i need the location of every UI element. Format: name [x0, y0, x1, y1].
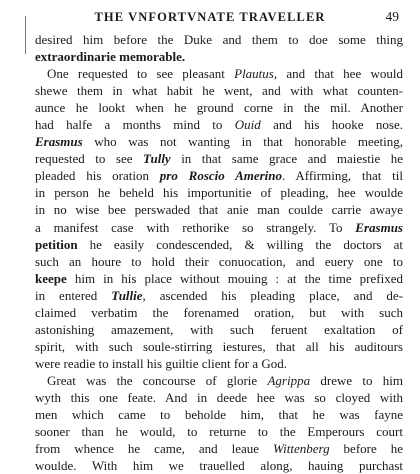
text-segment: pro Roscio Amerino	[159, 168, 283, 184]
text-line	[35, 99, 403, 116]
text-line	[35, 48, 403, 65]
text-segment: in no wise bee perswaded that anie man coulde carrie awaye	[35, 202, 403, 218]
page-number: 49	[385, 9, 399, 24]
text-segment: drewe to him	[310, 372, 404, 388]
text-segment: desired him before the Duke and them to doe some thing	[35, 32, 403, 47]
text-segment: and his hooke nose.	[260, 117, 403, 133]
text-line	[35, 31, 403, 48]
text-segment: astonishing amazement, with such feruent exaltation of	[35, 321, 403, 337]
text-segment: aunce he lookt when he ground corne in the mil. Another	[35, 100, 403, 116]
text-segment: Tully	[143, 151, 171, 167]
text-line	[35, 287, 403, 304]
text-segment: from whence he came, and leaue	[35, 441, 273, 457]
text-segment: , ascended his pleading place, and de-	[142, 287, 403, 303]
text-segment: he easily condescended, & willing the doctors at	[77, 236, 403, 252]
text-line	[35, 304, 403, 321]
text-line	[35, 355, 403, 372]
text-line	[35, 82, 403, 99]
text-segment: in person he beheld his importunitie of pleading, hee woulde	[35, 185, 403, 201]
text-segment: sooner than he would, to returne to the Emperours court	[35, 424, 403, 440]
text-line	[35, 338, 403, 355]
text-line	[35, 406, 403, 423]
text-line	[35, 253, 403, 270]
text-segment: who was not wanting in that honorable meeting,	[82, 134, 403, 150]
text-segment: requested to see	[35, 151, 144, 167]
text-segment: in that same grace and maiestie he	[170, 151, 403, 167]
text-segment: had halfe a months mind to	[35, 117, 235, 133]
text-segment: a manifest case with rethorike so strangely. To	[35, 219, 356, 235]
running-title: THE VNFORTVNATE TRAVELLER	[94, 10, 326, 24]
text-segment: petition	[35, 236, 78, 252]
body-text	[35, 31, 403, 474]
text-segment: Tullie	[111, 287, 143, 303]
text-line	[35, 201, 403, 218]
text-segment: before he	[329, 441, 404, 457]
text-segment: spirit, with such soule-stirring iestures, that all his auditours	[35, 338, 403, 354]
text-segment: Wittenberg	[273, 441, 330, 457]
text-segment: him in his place without mouing : at the time prefixed	[66, 270, 403, 286]
text-line	[35, 133, 403, 150]
text-line	[35, 116, 403, 133]
text-segment: Erasmus	[355, 219, 403, 235]
text-segment: men which came to beholde him, that he was fayne	[35, 407, 403, 423]
text-segment: , and that hee would	[273, 66, 403, 82]
text-segment: wyth this one feate. And in deede hee was so cloyed with	[35, 389, 403, 405]
page-header	[0, 6, 420, 30]
text-segment: extraordinarie memorable.	[35, 49, 186, 65]
text-line	[35, 150, 403, 167]
text-line	[35, 440, 403, 457]
text-line	[35, 270, 403, 287]
text-line	[35, 389, 403, 406]
text-segment: Plautus	[234, 66, 274, 82]
text-segment: keepe	[35, 270, 67, 286]
text-segment: Ouid	[234, 117, 261, 133]
text-line	[35, 167, 403, 184]
text-line	[35, 423, 403, 440]
text-line	[35, 65, 403, 82]
text-line	[35, 372, 403, 389]
text-segment: pleaded his oration	[35, 168, 160, 184]
text-segment: shewe them in what habit he went, and with what counten-	[35, 83, 403, 99]
text-segment: Agrippa	[267, 372, 311, 388]
text-line	[35, 219, 403, 236]
text-segment: woulde. With him we trauelled along, hauing purchast	[35, 458, 403, 474]
text-segment: One requested to see pleasant	[47, 66, 235, 82]
text-segment: Great was the concourse of glorie	[47, 372, 268, 388]
text-line	[35, 184, 403, 201]
text-segment: claimed verbatim the forenamed oration, but with such	[35, 304, 403, 320]
text-line	[35, 457, 403, 474]
text-segment: . Affirming, that til	[282, 168, 403, 184]
text-segment: such an houre to hold their conuocation, and euery one to	[35, 253, 403, 269]
text-segment: in entered	[35, 287, 112, 303]
text-segment: were readie to install his guiltie client for a God.	[35, 355, 287, 371]
text-line	[35, 321, 403, 338]
text-segment: Erasmus	[35, 134, 83, 150]
text-line	[35, 236, 403, 253]
